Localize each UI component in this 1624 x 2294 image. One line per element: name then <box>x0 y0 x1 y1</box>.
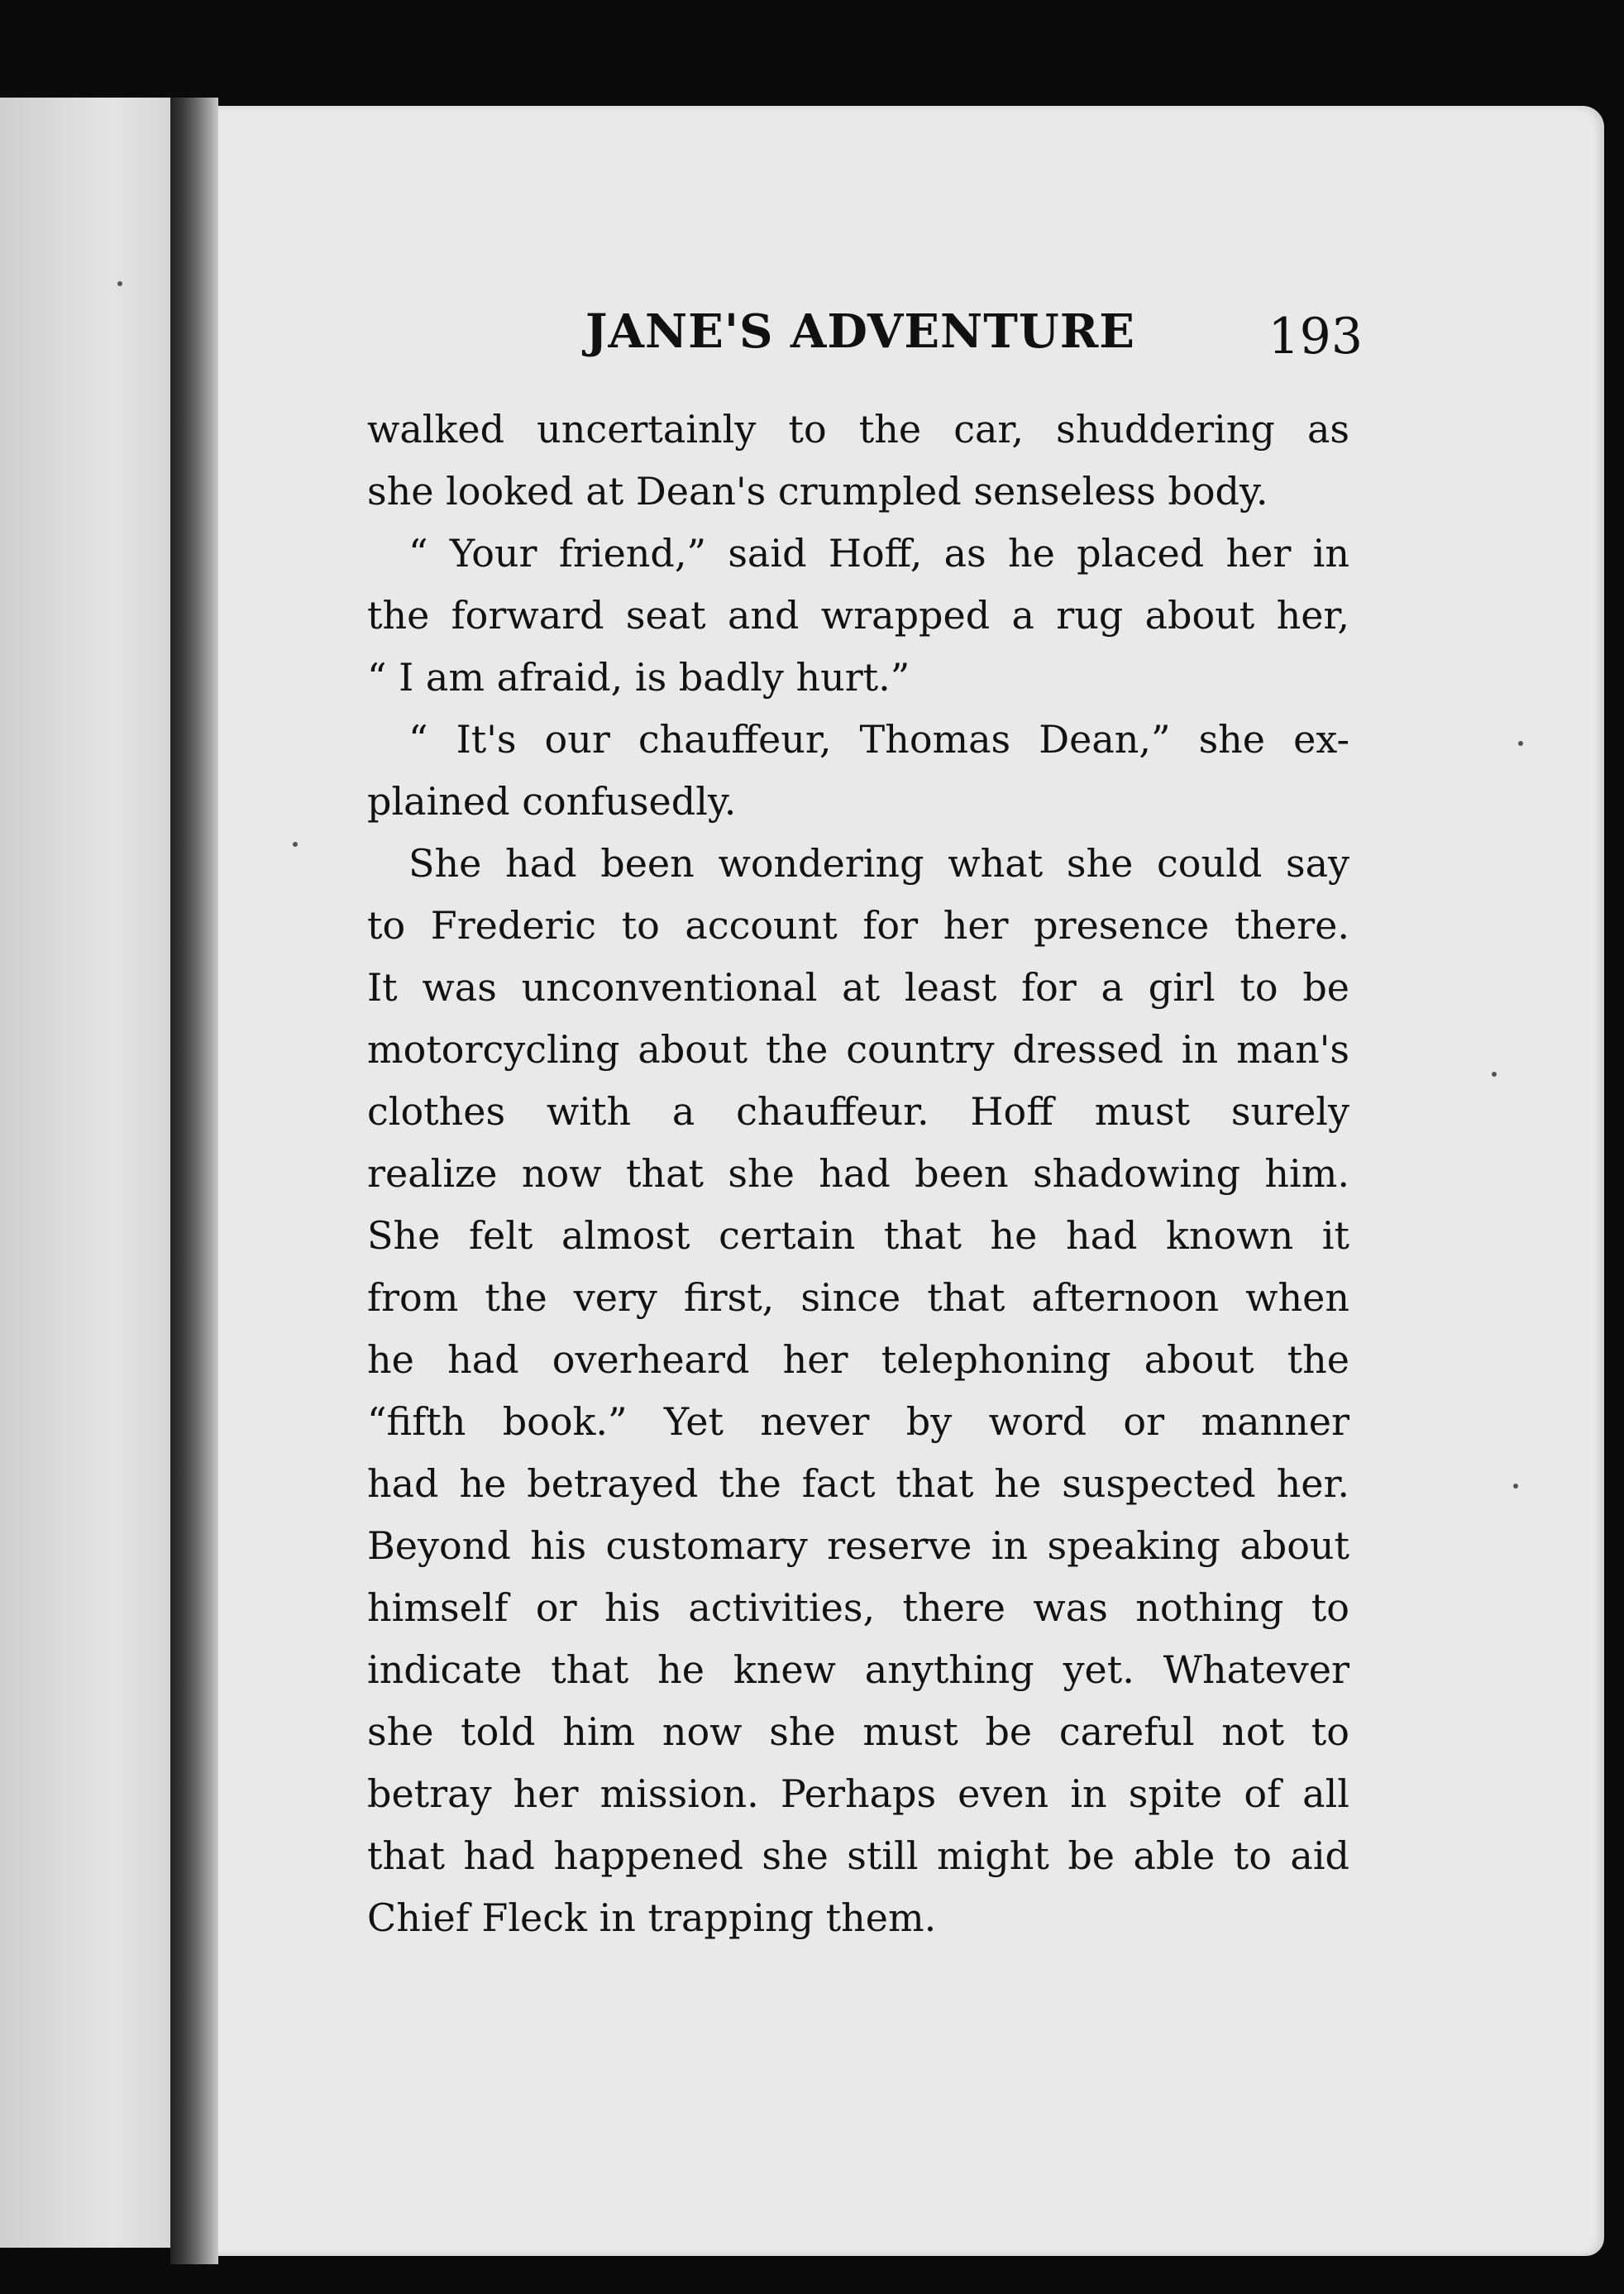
paper-speck <box>1513 1484 1518 1489</box>
text-line: he had overheard her telephoning about the <box>367 1337 1349 1382</box>
text-line: She had been wondering what she could say <box>408 841 1349 886</box>
page-header <box>585 304 1363 370</box>
facing-page-edge <box>0 98 187 2248</box>
text-line: walked uncertainly to the car, shuddering as <box>367 407 1349 452</box>
text-line: the forward seat and wrapped a rug about her, <box>367 593 1349 638</box>
text-line: Chief Fleck in trapping them. <box>367 1895 937 1940</box>
text-line: realize now that she had been shadowing him. <box>367 1151 1349 1196</box>
text-line: to Frederic to account for her presence there. <box>367 903 1349 948</box>
text-line: indicate that he knew anything yet. Whatever <box>367 1647 1349 1692</box>
text-line: motorcycling about the country dressed in man's <box>367 1027 1349 1072</box>
text-line: she told him now she must be careful not to <box>367 1709 1349 1754</box>
text-line: “fifth book.” Yet never by word or manner <box>367 1399 1349 1444</box>
text-line: from the very first, since that afternoon when <box>367 1275 1349 1320</box>
text-line: “ It's our chauffeur, Thomas Dean,” she ex- <box>408 717 1349 762</box>
text-line: She felt almost certain that he had known it <box>367 1213 1349 1258</box>
paragraph <box>367 523 1349 709</box>
text-line: plained confusedly. <box>367 779 737 824</box>
paper-speck <box>1492 1072 1497 1077</box>
paper-speck <box>293 842 298 847</box>
body-text <box>367 399 1349 1949</box>
paper-speck <box>1518 741 1523 746</box>
paper-speck <box>117 281 122 286</box>
text-line: It was unconventional at least for a girl to be <box>367 965 1349 1010</box>
text-line: clothes with a chauffeur. Hoff must surely <box>367 1089 1349 1134</box>
page-number: 193 <box>1268 308 1363 366</box>
paragraph <box>367 833 1349 1949</box>
paragraph <box>367 399 1349 523</box>
text-line: “ Your friend,” said Hoff, as he placed her in <box>408 531 1349 576</box>
text-line: himself or his activities, there was nothing to <box>367 1585 1349 1630</box>
text-line: betray her mission. Perhaps even in spite of all <box>367 1771 1349 1816</box>
book-gutter-shadow <box>170 98 218 2264</box>
text-line: had he betrayed the fact that he suspected her. <box>367 1461 1349 1506</box>
paragraph <box>367 709 1349 833</box>
text-line: she looked at Dean's crumpled senseless body. <box>367 469 1268 514</box>
text-line: that had happened she still might be able to aid <box>367 1833 1349 1878</box>
text-line: Beyond his customary reserve in speaking about <box>367 1523 1349 1568</box>
running-head: JANE'S ADVENTURE <box>585 304 1135 359</box>
text-line: “ I am afraid, is badly hurt.” <box>367 655 910 700</box>
